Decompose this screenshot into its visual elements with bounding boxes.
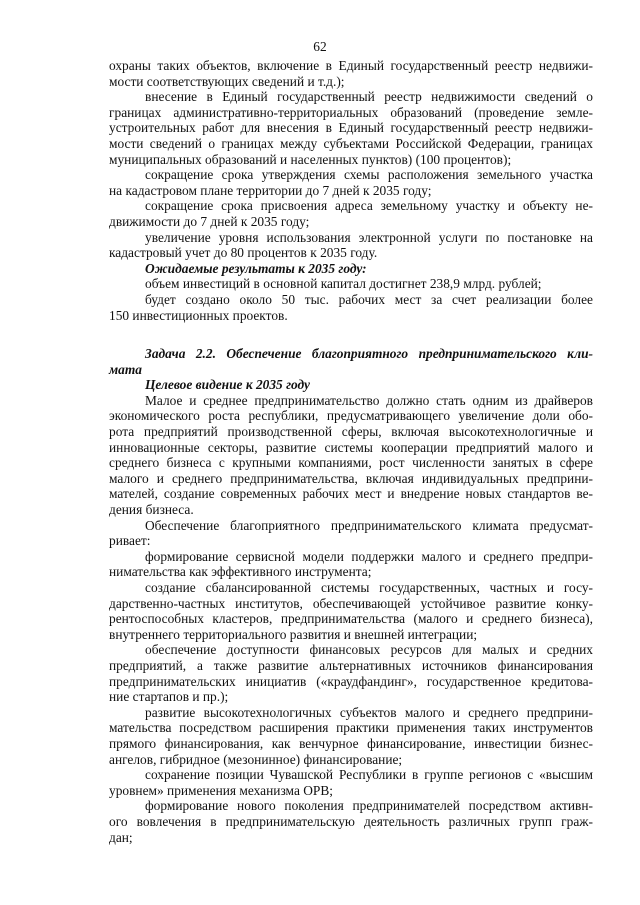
text-line: развитие высокотехнологичных субъектов малого и среднего предприни- (145, 704, 593, 720)
text-line: мости соответствующих сведений и т.д.); (109, 73, 345, 89)
text-line: мости сведений о границах между субъектами Российской Федерации, границах (109, 135, 593, 151)
text-line: ангелов, гибридное (мезонинное) финансирование; (109, 751, 403, 767)
text-line: формирование сервисной модели поддержки малого и среднего предпри- (145, 548, 593, 564)
text-line: внесение в Единый государственный реестр недвижимости сведений о (145, 89, 593, 105)
text-line: рота предприятий производственной сферы, включая высокотехнологичные и (109, 424, 593, 440)
text-line: предпринимательских инициатив («краудфандинг», государственное кредитова- (109, 673, 593, 689)
text-line: формирование нового поколения предпринимателей посредством активн- (145, 798, 593, 814)
text-line: границах административно-территориальных образований (проведение земле- (109, 104, 593, 120)
text-line: увеличение уровня использования электронной услуги по постановке на (145, 229, 593, 245)
text-line: ривает: (109, 533, 151, 549)
text-line: внутреннего территориального развития и внешней интеграции; (109, 626, 478, 642)
text-line: ние стартапов и пр.); (109, 689, 229, 705)
document-body (109, 58, 593, 845)
text-line: малого и среднего предпринимательства, включая индивидуальных предприни- (109, 470, 593, 486)
text-line: устроительных работ для внесения в Единый государственный реестр недвижи- (109, 120, 593, 136)
text-line: экономического роста республики, предусматривающего увеличение доли обо- (109, 408, 593, 424)
text-line: Обеспечение благоприятного предпринимательского климата предусмат- (145, 517, 593, 533)
text-line: сокращение срока присвоения адреса земельному участку и объекту не- (145, 198, 593, 214)
text-line: на кадастровом плане территории до 7 дней к 2035 году; (109, 182, 432, 198)
text-line: объем инвестиций в основной капитал достигнет 238,9 млрд. рублей; (145, 276, 542, 292)
text-line: среднего бизнеса с крупными компаниями, рост численности занятых в сфере (109, 455, 593, 471)
text-line: предприятий, а также развитие альтернативных источников финансирования (109, 657, 593, 673)
text-line: нимательства как эффективного инструмента; (109, 564, 372, 580)
text-line: движимости до 7 дней к 2035 году; (109, 213, 310, 229)
text-line: инновационные секторы, развитие системы кооперации предприятий малого и (109, 439, 593, 455)
heading-line: мата (109, 361, 142, 377)
text-line: Малое и среднее предпринимательство должно стать одним из драйверов (145, 392, 593, 408)
text-line: дарственно-частных институтов, обеспечивающей устойчивое развитие конку- (109, 595, 593, 611)
page-number: 62 (313, 39, 327, 54)
text-line: муниципальных образований и населенных пунктов) (100 процентов); (109, 151, 512, 167)
text-line: мательства посредством расширения практики применения таких инструментов (109, 720, 593, 736)
text-line: мателей, создание современных рабочих мест и внедрение новых стандартов ве- (109, 486, 593, 502)
heading-line: Ожидаемые результаты к 2035 году: (145, 260, 367, 276)
text-line: охраны таких объектов, включение в Единый государственный реестр недвижи- (109, 58, 593, 73)
text-line: 150 инвестиционных проектов. (109, 307, 288, 323)
text-line: дан; (109, 829, 133, 845)
heading-line: Задача 2.2. Обеспечение благоприятного предпринимательского кли- (145, 346, 593, 362)
text-line: кадастровый учет до 80 процентов к 2035 году. (109, 245, 378, 261)
text-line: прямого финансирования, как венчурное финансирование, инвестиции бизнес- (109, 735, 593, 751)
text-line: создание сбалансированной системы государственных, частных и госу- (145, 580, 593, 595)
text-line: сокращение срока утверждения схемы расположения земельного участка (145, 167, 593, 183)
text-line: будет создано около 50 тыс. рабочих мест за счет реализации более (145, 291, 593, 307)
text-line: уровнем» применения механизма ОРВ; (109, 782, 334, 798)
paragraph-gap (109, 323, 593, 346)
text-line: сохранение позиции Чувашской Республики в группе регионов с «высшим (145, 767, 593, 783)
heading-line: Целевое видение к 2035 году (145, 377, 310, 393)
text-line: ого вовлечения в предпринимательскую деятельность различных групп граж- (109, 813, 593, 829)
text-line: дения бизнеса. (109, 502, 194, 518)
text-line: рентоспособных кластеров, предпринимательства (малого и среднего бизнеса), (109, 611, 593, 627)
text-line: обеспечение доступности финансовых ресурсов для малых и средних (145, 642, 593, 658)
